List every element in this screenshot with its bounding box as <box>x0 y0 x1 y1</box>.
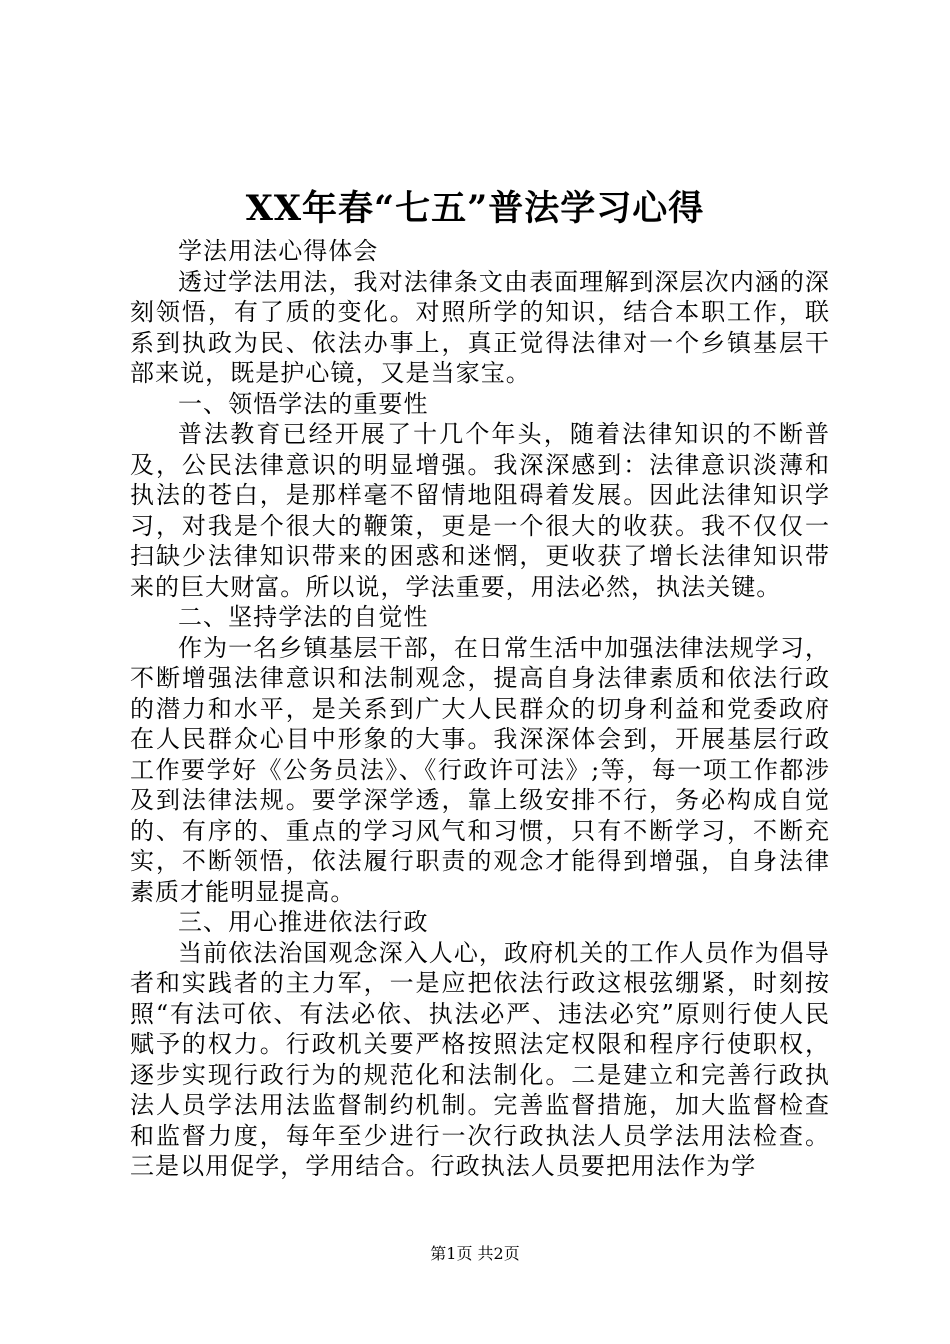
paragraph-section-1: 普法教育已经开展了十几个年头，随着法律知识的不断普及，公民法律意识的明显增强。我深深感到：法律意识淡薄和执法的苍白，是那样毫不留情地阻碍着发展。因此法律知识学习，对我是个很大的鞭策，更是一个很大的收获。我不仅仅一扫缺少法律知识带来的困惑和迷惘，更收获了增长法律知识带来的巨大财富。所以说，学法重要，用法必然，执法关键。 <box>130 420 830 601</box>
document-title: XX年春“七五”普法学习心得 <box>245 188 705 229</box>
paragraph-subtitle: 学法用法心得体会 <box>178 237 379 265</box>
paragraph-intro: 透过学法用法，我对法律条文由表面理解到深层次内涵的深刻领悟，有了质的变化。对照所学的知识，结合本职工作，联系到执政为民、依法办事上，真正觉得法律对一个乡镇基层干部来说，既是护心镜，又是当家宝。 <box>130 267 830 387</box>
paragraph-section-3: 当前依法治国观念深入人心，政府机关的工作人员作为倡导者和实践者的主力军，一是应把依法行政这根弦绷紧，时刻按照“有法可依、有法必依、执法必严、违法必究”原则行使人民赋予的权力。行政机关要严格按照法定权限和程序行使职权，逐步实现行政行为的规范化和法制化。二是建立和完善行政执法人员学法用法监督制约机制。完善监督措施，加大监督检查和监督力度，每年至少进行一次行政执法人员学法用法检查。三是以用促学，学用结合。行政执法人员要把用法作为学 <box>130 938 830 1180</box>
section-heading-1: 一、领悟学法的重要性 <box>178 389 429 418</box>
section-heading-3: 三、用心推进依法行政 <box>178 908 429 936</box>
section-heading-2: 二、坚持学法的自觉性 <box>178 603 429 631</box>
paragraph-section-2: 作为一名乡镇基层干部，在日常生活中加强法律法规学习，不断增强法律意识和法制观念，提高自身法律素质和依法行政的潜力和水平，是关系到广大人民群众的切身利益和党委政府在人民群众心目中形象的大事。我深深体会到，开展基层行政工作要学好《公务员法》、《行政许可法》;等，每一项工作都涉及到法律法规。要学深学透，靠上级安排不行，务必构成自觉的、有序的、重点的学习风气和习惯，只有不断学习，不断充实，不断领悟，依法履行职责的观念才能得到增强，自身法律素质才能明显提高。 <box>130 633 830 906</box>
page-footer: 第1页 共2页 <box>430 1244 520 1263</box>
document-body <box>130 236 830 1182</box>
